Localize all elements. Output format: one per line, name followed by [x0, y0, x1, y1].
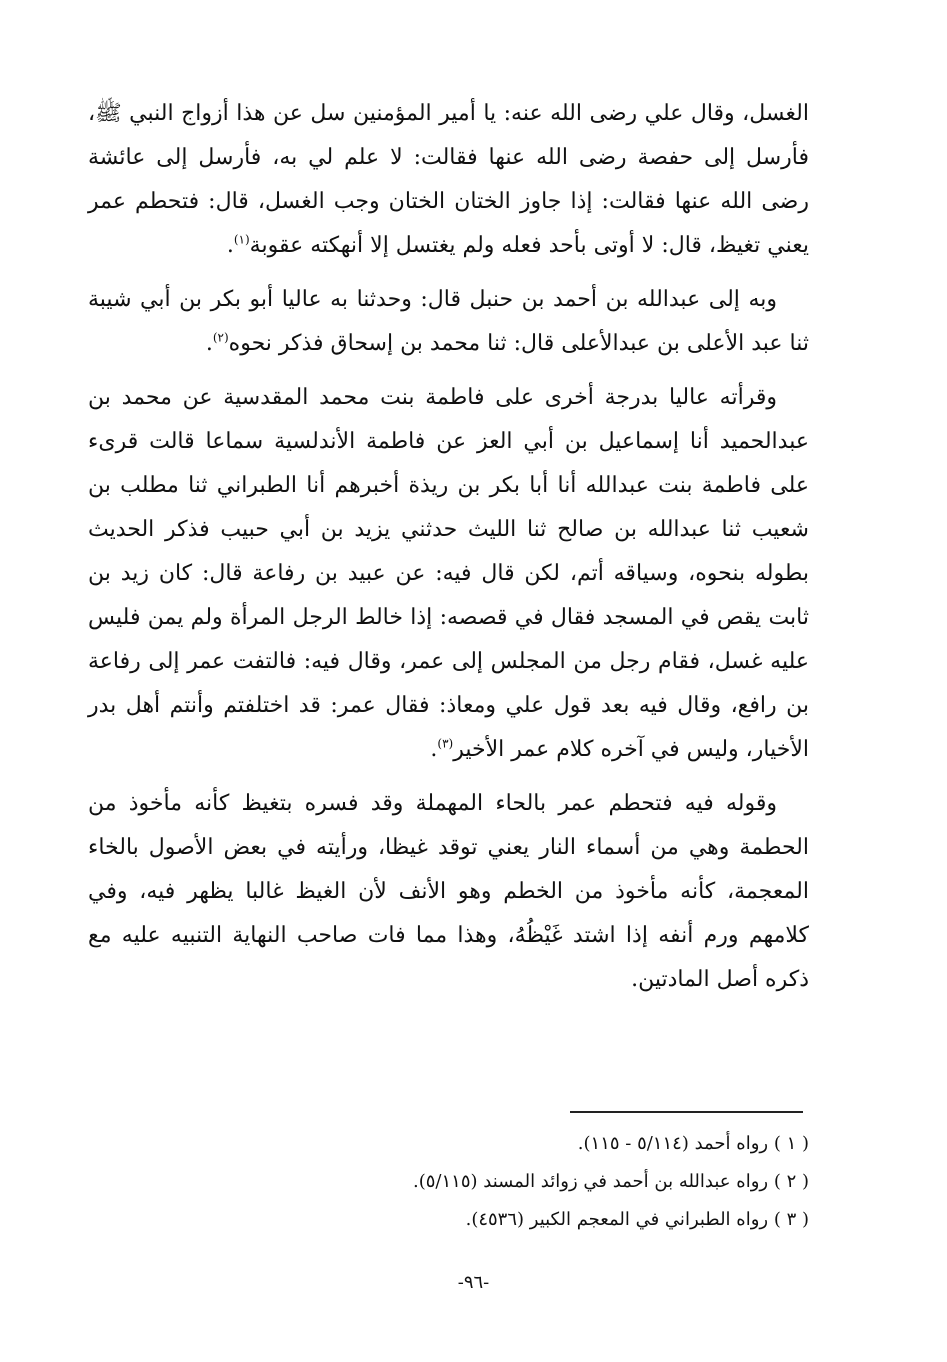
- footnote-divider: [570, 1111, 803, 1113]
- footnote-text: رواه الطبراني في المعجم الكبير (٤٥٣٦).: [465, 1209, 769, 1230]
- footnote-number: ( ٢ ): [773, 1171, 809, 1192]
- footnote-2: [88, 1163, 809, 1201]
- footnote-number: ( ١ ): [773, 1133, 809, 1154]
- paragraph-end: .: [205, 331, 213, 356]
- paragraph-text: الغسل، وقال علي رضى الله عنه: يا أمير المؤمنين سل عن هذا أزواج النبي ﷺ، فأرسل إلى حفصة رضى الله عنها فقالت: لا علم لي به، فأرسل إلى عائشة رضى الله عنها فقالت: إذا جاوز الختان الختان وجب الغسل، قال: فتحطم عمر يعني تغيظ، قال: لا أوتى بأحد فعله ولم يغتسل إلا أنهكته عقوبة: [88, 101, 809, 258]
- footnotes: [88, 1125, 809, 1239]
- paragraph-text: وبه إلى عبدالله بن أحمد بن حنبل قال: وحدثنا به عاليا أبو بكر بن أبي شيبة ثنا عبد الأعلى بن عبدالأعلى قال: ثنا محمد بن إسحاق فذكر نحوه: [88, 287, 809, 356]
- footnote-ref: (١): [233, 232, 250, 247]
- paragraph-4: [88, 782, 809, 1002]
- footnote-text: رواه أحمد (٥/١١٤ - ١١٥).: [577, 1133, 769, 1154]
- paragraph-end: .: [430, 737, 438, 762]
- paragraph-text: وقوله فيه فتحطم عمر بالحاء المهملة وقد فسره بتغيظ كأنه مأخوذ من الحطمة وهي من أسماء النار يعني توقد غيظا، ورأيته في بعض الأصول بالخاء المعجمة، كأنه مأخوذ من الخطم وهو الأنف لأن الغيظ غالبا يظهر فيه، وفي كلامهم ورم أنفه إذا اشتد غَيْظُهُ، وهذا مما فات صاحب النهاية التنبيه عليه مع ذكره أصل المادتين.: [88, 791, 809, 992]
- footnote-3: [88, 1201, 809, 1239]
- paragraph-1: [88, 92, 809, 268]
- footnote-text: رواه عبدالله بن أحمد في زوائد المسند (٥/١١٥).: [413, 1171, 769, 1192]
- footnote-ref: (٢): [212, 330, 229, 345]
- footnote-ref: (٣): [437, 736, 454, 751]
- paragraph-end: .: [226, 233, 234, 258]
- main-text: [88, 92, 809, 1012]
- paragraph-3: [88, 376, 809, 772]
- footnote-1: [88, 1125, 809, 1163]
- paragraph-2: [88, 278, 809, 366]
- page-number: -٩٦-: [457, 1272, 490, 1293]
- footnote-number: ( ٣ ): [773, 1209, 809, 1230]
- paragraph-text: وقرأته عاليا بدرجة أخرى على فاطمة بنت محمد المقدسية عن محمد بن عبدالحميد أنا إسماعيل بن أبي العز عن فاطمة الأندلسية سماعا قالت قرىء على فاطمة بنت عبدالله أنا أبا بكر بن ريذة أخبرهم أنا الطبراني ثنا مطلب بن شعيب ثنا عبدالله بن صالح ثنا الليث حدثني يزيد بن أبي حبيب فذكر الحديث بطوله بنحوه، وسياقه أتم، لكن قال فيه: عن عبيد بن رفاعة قال: كان زيد بن ثابت يقص في المسجد فقال في قصصه: إذا خالط الرجل المرأة ولم يمن فليس عليه غسل، فقام رجل من المجلس إلى عمر، وقال فيه: فالتفت عمر إلى رفاعة بن رافع، وقال فيه بعد قول علي ومعاذ: فقال عمر: قد اختلفتم وأنتم أهل بدر الأخيار، وليس في آخره كلام عمر الأخير: [88, 385, 809, 762]
